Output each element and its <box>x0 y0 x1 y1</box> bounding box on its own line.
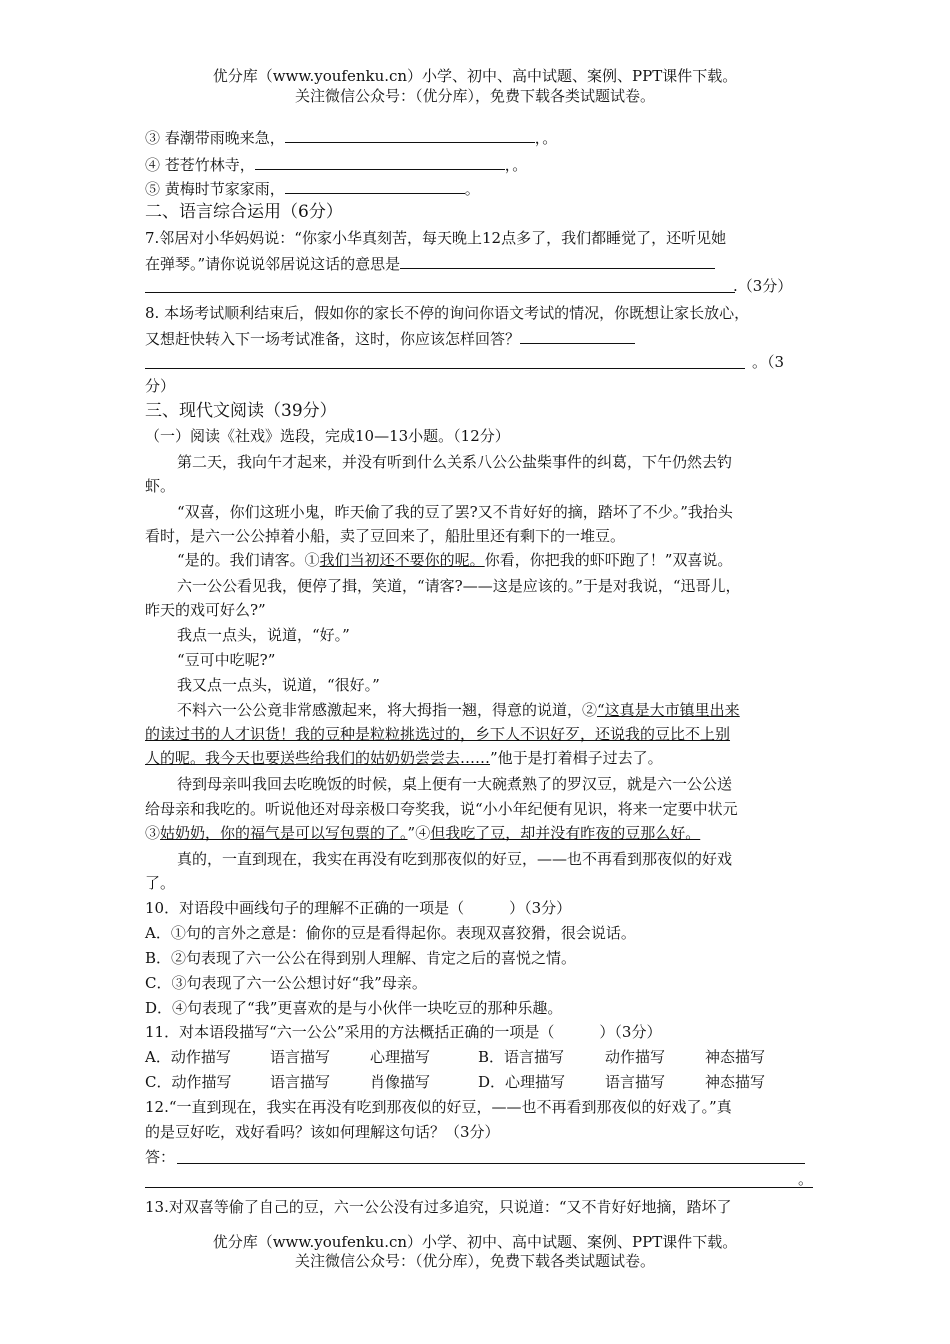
q8-answer-blank[interactable] <box>520 328 635 344</box>
passage-p5: 我点一点头，说道，“好。” <box>177 626 350 644</box>
q7-answer-blank[interactable] <box>400 253 715 269</box>
q10-option-d[interactable]: D．④句表现了“我”更喜欢的是与小伙伴一块吃豆的那种乐趣。 <box>145 999 563 1017</box>
poem-suffix: ，。 <box>534 129 558 147</box>
underlined-sentence-3: 姑奶奶，你的福气是可以写包票的了。 <box>160 824 408 842</box>
text: 不料六一公公竟非常感激起来，将大拇指一翘，得意的说道，② <box>177 701 598 719</box>
answer-blank[interactable] <box>285 178 465 194</box>
passage-p7: 我又点一点头，说道，“很好。” <box>177 676 380 694</box>
q13-line-1: 13.对双喜等偷了自己的豆，六一公公没有过多追究，只说道：“又不肯好好地摘，踏坏了 <box>145 1198 732 1216</box>
poem-prefix: ③ 春潮带雨晚来急， <box>145 129 285 147</box>
q10-stem: 10．对语段中画线句子的理解不正确的一项是（ ）（3分） <box>145 899 572 917</box>
q11-option-d[interactable]: D．心理描写 <box>478 1073 566 1091</box>
passage-p2-a: “双喜，你们这班小鬼，昨天偷了我的豆了罢?又不肯好好的摘，踏坏了不少。”我抬头 <box>177 503 733 521</box>
underlined-sentence-1: 我们当初还不要你的呢。 <box>319 551 485 569</box>
passage-p10-b: 了。 <box>145 874 176 892</box>
section-2-title: 二、语言综合运用（6分） <box>145 202 343 222</box>
poem-line-3 <box>145 127 557 148</box>
poem-prefix: ④ 苍苍竹林寺， <box>145 156 255 174</box>
passage-p9-b: 给母亲和我吃的。听说他还对母亲极口夸奖我，说“小小年纪便有见识，将来一定要中状元 <box>145 800 738 818</box>
q7-prompt: 在弹琴。”请你说说邻居说这话的意思是 <box>145 255 401 273</box>
passage-p9-a: 待到母亲叫我回去吃晚饭的时候，桌上便有一大碗煮熟了的罗汉豆，就是六一公公送 <box>177 775 733 793</box>
page-footer-line-1: 优分库（www.youfenku.cn）小学、初中、高中试题、案例、PPT课件下载。 <box>212 1233 738 1251</box>
q11-options-row-1 <box>145 1047 765 1067</box>
poem-line-5 <box>145 178 480 199</box>
q11-option-d-2: 语言描写 <box>605 1073 666 1091</box>
passage-p10-a: 真的，一直到现在，我实在再没有吃到那夜似的好豆，——也不再看到那夜似的好戏 <box>177 850 733 868</box>
q10-option-b[interactable]: B．②句表现了六一公公在得到别人理解、肯定之后的喜悦之情。 <box>145 949 577 967</box>
q11-options-row-2 <box>145 1072 765 1092</box>
q8-line-1: 8. 本场考试顺利结束后，假如你的家长不停的询问你语文考试的情况，你既想让家长放心， <box>145 304 750 322</box>
q10-option-a[interactable]: A．①句的言外之意是：偷你的豆是看得起你。表现双喜狡猾，很会说话。 <box>145 924 636 942</box>
q11-option-a-3: 心理描写 <box>370 1048 431 1066</box>
q8-answer-line[interactable] <box>145 368 745 369</box>
reading-intro: （一）阅读《社戏》选段，完成10—13小题。（12分） <box>145 427 510 445</box>
q11-option-c[interactable]: C．动作描写 <box>145 1073 232 1091</box>
q7-line-1: 7.邻居对小华妈妈说：“你家小华真刻苦，每天晚上12点多了，我们都睡觉了，还听见她 <box>145 229 727 247</box>
underlined-sentence-2-end: 人的呢。我今天也要送些给我们的姑奶奶尝尝去…… <box>145 749 491 767</box>
page-header-line-2: 关注微信公众号：（优分库），免费下载各类试题试卷。 <box>294 87 655 105</box>
page-header-line-1: 优分库（www.youfenku.cn）小学、初中、高中试题、案例、PPT课件下载。 <box>212 67 738 85</box>
q11-option-a-2: 语言描写 <box>270 1048 331 1066</box>
q10-option-c[interactable]: C．③句表现了六一公公想讨好“我”母亲。 <box>145 974 427 992</box>
q12-answer-line-1[interactable] <box>177 1163 805 1164</box>
answer-blank[interactable] <box>285 127 535 143</box>
passage-p1-a: 第二天，我向午才起来，并没有听到什么关系八公公盐柴事件的纠葛，下午仍然去钓 <box>177 453 733 471</box>
underlined-sentence-4: 但我吃了豆，却并没有昨夜的豆那么好。 <box>430 824 701 842</box>
passage-p2-b: 看时，是六一公公掉着小船，卖了豆回来了，船肚里还有剩下的一堆豆。 <box>145 527 626 545</box>
q7-line-2 <box>145 253 715 274</box>
underlined-sentence-2: “这真是大市镇里出来 <box>597 701 740 719</box>
passage-p8-a <box>177 700 740 720</box>
q8-score-tail: 分） <box>145 377 176 395</box>
q12-end-mark: 。 <box>798 1170 814 1188</box>
q8-score: 。（3 <box>752 353 785 371</box>
text: 你看，你把我的虾吓跑了！”双喜说。 <box>484 551 733 569</box>
q8-prompt: 又想赶快转入下一场考试准备，这时，你应该怎样回答？ <box>145 330 521 348</box>
q11-option-b-3: 神态描写 <box>705 1048 766 1066</box>
q11-option-b-2: 动作描写 <box>605 1048 666 1066</box>
underlined-sentence-2-cont: 的读过书的人才识货！我的豆种是粒粒挑选过的，乡下人不识好歹，还说我的豆比不上别 <box>145 725 731 743</box>
passage-p6: “豆可中吃呢?” <box>177 651 276 669</box>
section-3-title: 三、现代文阅读（39分） <box>145 401 337 421</box>
q12-line-2: 的是豆好吃，戏好看吗？该如何理解这句话？（3分） <box>145 1123 500 1141</box>
poem-prefix: ⑤ 黄梅时节家家雨， <box>145 180 285 198</box>
q11-option-a[interactable]: A．动作描写 <box>145 1048 231 1066</box>
text: ③ <box>145 824 161 842</box>
page-footer-line-2: 关注微信公众号：（优分库），免费下载各类试题试卷。 <box>294 1252 655 1270</box>
q12-line-1: 12.“一直到现在，我实在再没有吃到那夜似的好豆，——也不再看到那夜似的好戏了。”真 <box>145 1098 732 1116</box>
q7-score: .（3分） <box>733 277 793 295</box>
q11-stem: 11．对本语段描写“六一公公”采用的方法概括正确的一项是（ ）（3分） <box>145 1023 662 1041</box>
poem-suffix: ，。 <box>504 156 528 174</box>
q12-answer-label: 答： <box>145 1148 176 1166</box>
q11-option-c-3: 肖像描写 <box>370 1073 431 1091</box>
q12-answer-line-2[interactable] <box>145 1187 813 1188</box>
q11-option-b[interactable]: B．语言描写 <box>478 1048 565 1066</box>
q8-line-2 <box>145 328 635 349</box>
text: ”他于是打着楫子过去了。 <box>490 749 663 767</box>
passage-p9-c <box>145 823 700 843</box>
q11-option-c-2: 语言描写 <box>270 1073 331 1091</box>
poem-line-4 <box>145 154 527 175</box>
q7-answer-line[interactable] <box>145 292 735 293</box>
q11-option-d-3: 神态描写 <box>705 1073 766 1091</box>
passage-p4-a: 六一公公看见我，便停了揖，笑道，“请客?——这是应该的。”于是对我说，“迅哥儿， <box>177 577 741 595</box>
passage-p8-c <box>145 748 663 768</box>
text: “是的。我们请客。① <box>177 551 320 569</box>
passage-p1-b: 虾。 <box>145 477 176 495</box>
poem-suffix: 。 <box>464 180 480 198</box>
answer-blank[interactable] <box>255 154 505 170</box>
text: ”④ <box>407 824 431 842</box>
passage-p3 <box>177 550 732 570</box>
passage-p4-b: 昨天的戏可好么?” <box>145 601 266 619</box>
